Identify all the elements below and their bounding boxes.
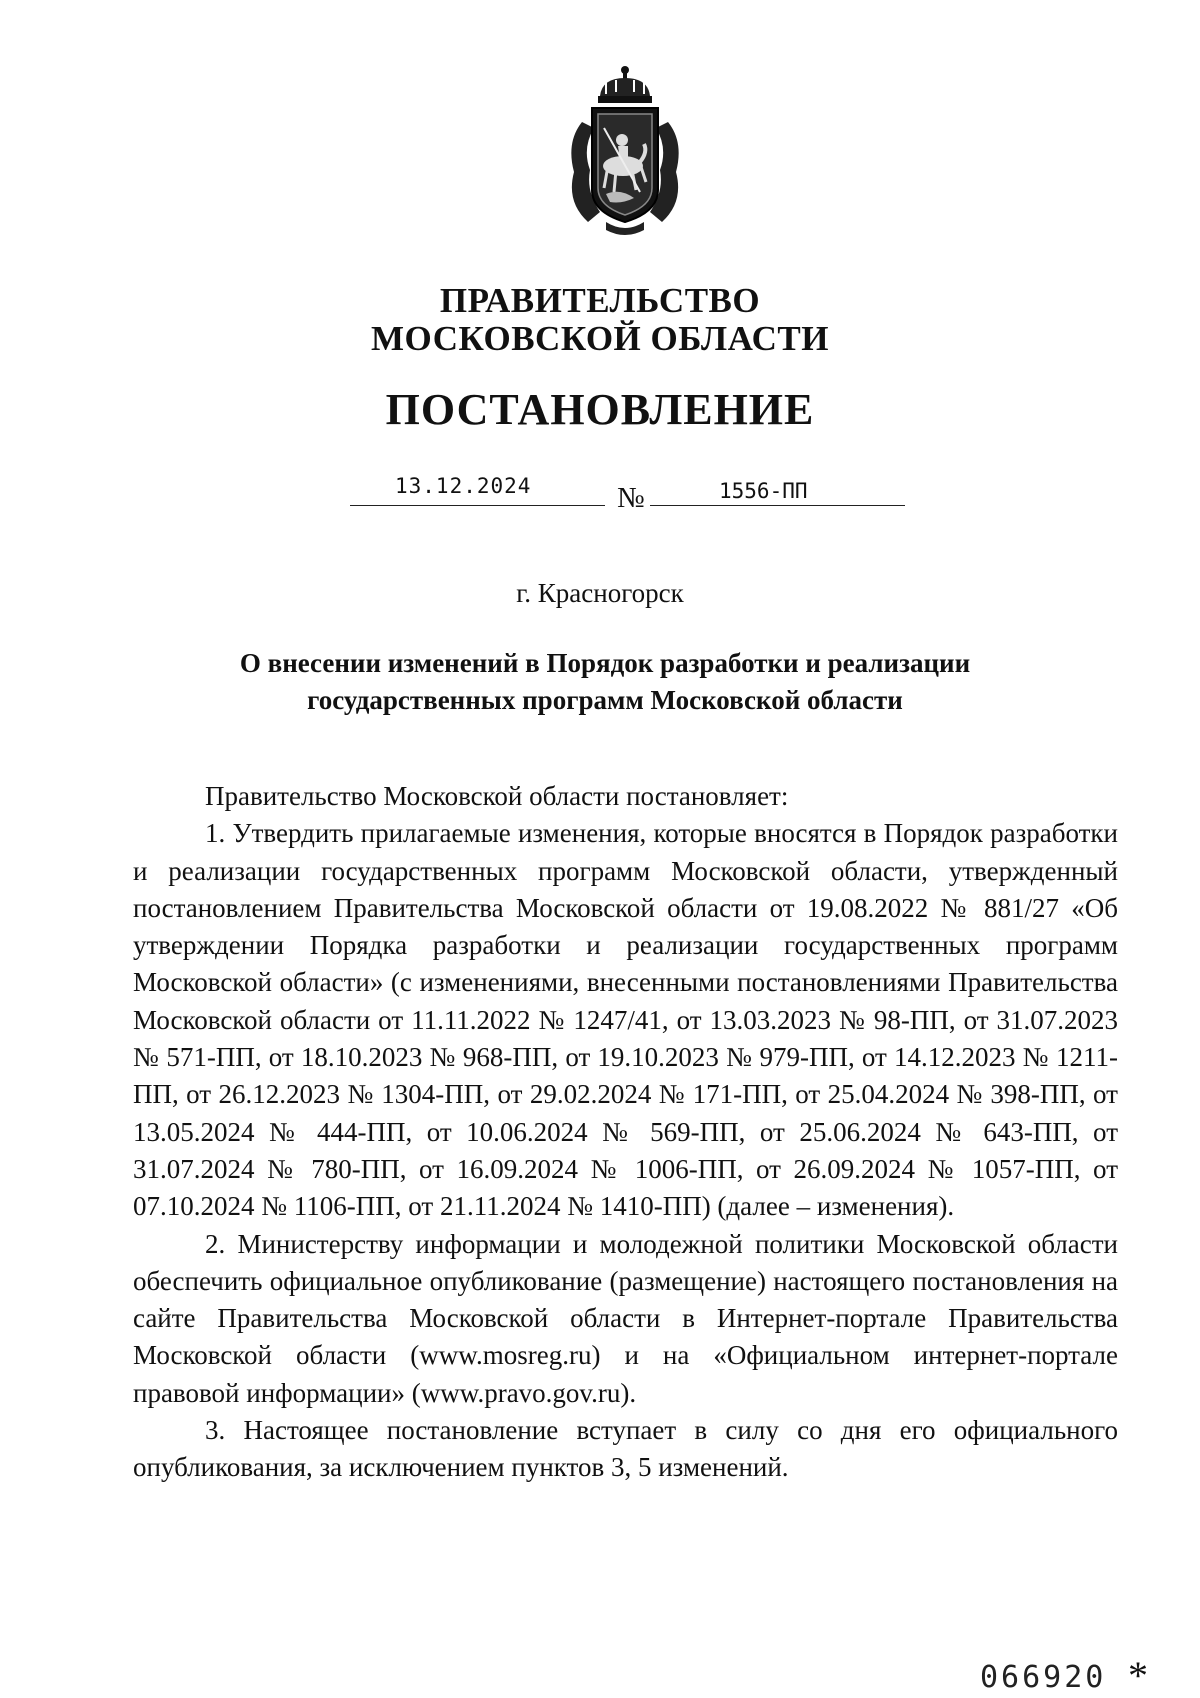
- document-body: [133, 778, 1118, 1487]
- body-paragraph-2: 2. Министерству информации и молодежной политики Московской области обеспечить официальное опубликование (размещение) настоящего постановления на сайте Правительства Московской области в Интернет-портале Правительства Московской области (www.mosreg.ru) и на «Официальном интернет-портале правовой информации» (www.pravo.gov.ru).: [133, 1228, 1118, 1408]
- star-mark: *: [1128, 1653, 1148, 1698]
- document-number: 1556-ПП: [719, 479, 808, 503]
- document-type-heading: ПОСТАНОВЛЕНИЕ: [385, 385, 815, 434]
- document-subject: [180, 645, 1030, 719]
- city-of-issue: г. Красногорск: [516, 578, 684, 608]
- body-paragraph-3: 3. Настоящее постановление вступает в силу со дня его официального опубликования, за исключением пунктов 3, 5 изменений.: [133, 1415, 1118, 1483]
- body-paragraph-1: 1. Утвердить прилагаемые изменения, которые вносятся в Порядок разработки и реализации государственных программ Московской области, утвержденный постановлением Правительства Московской области от 19.08.2022 № 881/27 «Об утверждении Порядка разработки и реализации государственных программ Московской области» (с изменениями, внесенными постановлениями Правительства Московской области от 11.11.2022 № 1247/41, от 13.03.2023 № 98-ПП, от 31.07.2023 № 571-ПП, от 18.10.2023 № 968-ПП, от 19.10.2023 № 979-ПП, от 14.12.2023 № 1211-ПП, от 26.12.2023 № 1304-ПП, от 29.02.2024 № 171-ПП, от 25.04.2024 № 398-ПП, от 13.05.2024 № 444-ПП, от 10.06.2024 № 569-ПП, от 25.06.2024 № 643-ПП, от 31.07.2024 № 780-ПП, от 16.09.2024 № 1006-ПП, от 26.09.2024 № 1057-ПП, от 07.10.2024 № 1106-ПП, от 21.11.2024 № 1410-ПП) (далее – изменения).: [133, 818, 1118, 1222]
- number-sign: №: [617, 482, 645, 514]
- subject-line1: О внесении изменений в Порядок разработки и реализации: [239, 648, 971, 678]
- government-title: [0, 282, 1200, 358]
- government-title-line1: ПРАВИТЕЛЬСТВО: [439, 281, 761, 320]
- serial-number: 066920: [980, 1660, 1107, 1695]
- body-intro: Правительство Московской области постановляет:: [205, 781, 789, 811]
- document-date: 13.12.2024: [395, 474, 532, 498]
- subject-line2: государственных программ Московской области: [307, 685, 903, 715]
- date-underline: [350, 505, 605, 506]
- number-underline: [650, 505, 905, 506]
- government-title-line2: МОСКОВСКОЙ ОБЛАСТИ: [371, 319, 829, 358]
- coat-of-arms-icon: [560, 62, 690, 238]
